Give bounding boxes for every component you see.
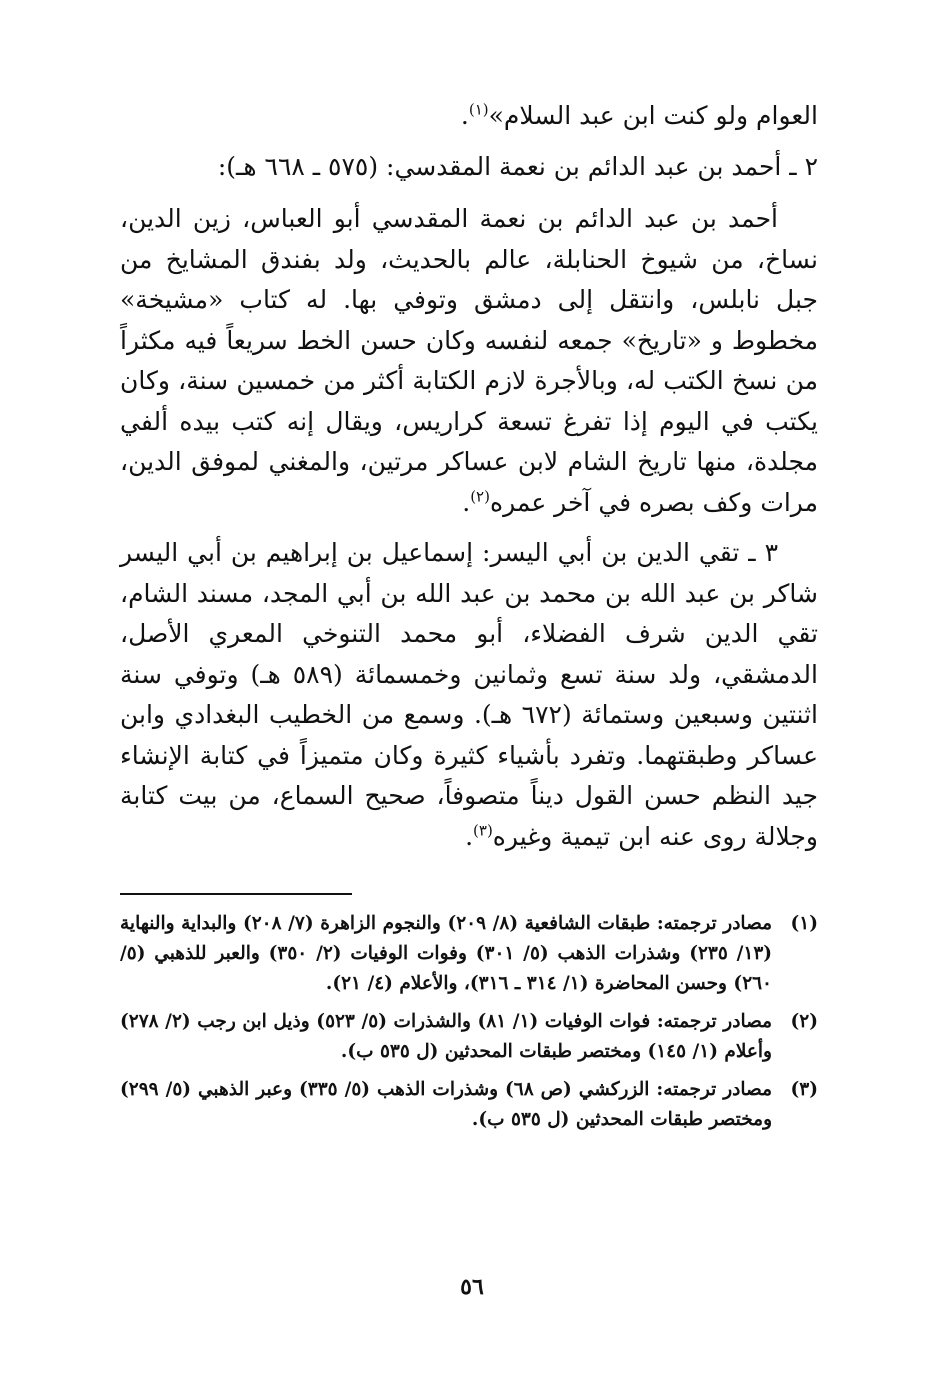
page-number: ٥٦ xyxy=(460,1274,484,1300)
section-heading-2: ٢ ـ أحمد بن عبد الدائم بن نعمة المقدسي: (٥٧٥ ـ ٦٦٨ هـ): xyxy=(217,151,818,181)
footnote-number-1: (١) xyxy=(790,913,818,934)
page-content xyxy=(120,96,818,1143)
footnote-3 xyxy=(120,1075,818,1135)
paragraph-1 xyxy=(120,96,818,137)
paragraph-3-text: ٣ ـ تقي الدين بن أبي اليسر: إسماعيل بن إبراهيم بن أبي اليسر شاكر بن عبد الله بن محمد بن عبد الله بن أبي المجد، مسند الشام، تقي الدين شرف الفضلاء، أبو محمد التنوخي المعري الأصل، الدمشقي، ولد سنة تسع وثمانين وخمسمائة (٥٨٩ هـ) وتوفي سنة اثنتين وسبعين وستمائة (٦٧٢ هـ). وسمع من الخطيب البغدادي وابن عساكر وطبقتهما. وتفرد بأشياء كثيرة وكان متميزاً في كتابة الإنشاء جيد النظم حسن القول ديناً متصوفاً، صحيح السماع، من بيت كتابة وجلالة روى عنه ابن تيمية وغيره xyxy=(120,538,818,851)
paragraph-2-text: أحمد بن عبد الدائم بن نعمة المقدسي أبو العباس، زين الدين، نساخ، من شيوخ الحنابلة، عالم بالحديث، ولد بفندق المشايخ من جبل نابلس، وانتقل إلى دمشق وتوفي بها. له كتاب «مشيخة» مخطوط و «تاريخ» جمعه لنفسه وكان حسن الخط سريعاً فيه مكثراً من نسخ الكتب له، وبالأجرة لازم الكتابة أكثر من خمسين سنة، وكان يكتب في اليوم إذا تفرغ تسعة كراريس، ويقال إنه كتب بيده ألفي مجلدة، منها تاريخ الشام لابن عساكر مرتين، والمغني لموفق الدين، مرات وكف بصره في آخر عمره xyxy=(120,204,818,517)
main-text xyxy=(120,96,818,857)
footnote-separator xyxy=(120,893,352,895)
footnote-number-3: (٣) xyxy=(790,1079,818,1100)
footnote-2 xyxy=(120,1007,818,1067)
paragraph-3 xyxy=(120,533,818,857)
paragraph-2 xyxy=(120,199,818,523)
paragraph-2-end: . xyxy=(462,487,471,517)
paragraph-1-end: . xyxy=(460,101,469,130)
footnote-1 xyxy=(120,909,818,999)
footnote-separator-wrap xyxy=(120,867,818,909)
footnote-ref-1: (١) xyxy=(468,100,489,119)
footnote-text-3: مصادر ترجمته: الزركشي (ص ٦٨) وشذرات الذهب (٥/ ٣٣٥) وعبر الذهبي (٥/ ٢٩٩) ومختصر طبقات المحدثين (ل ٥٣٥ ب). xyxy=(120,1079,772,1130)
footnote-ref-2: (٢) xyxy=(470,487,490,506)
footnotes xyxy=(120,909,818,1135)
paragraph-1-text: العوام ولو كنت ابن عبد السلام» xyxy=(488,101,818,130)
paragraph-3-end: . xyxy=(465,821,474,851)
footnote-text-2: مصادر ترجمته: فوات الوفيات (١/ ٨١) والشذرات (٥/ ٥٢٣) وذيل ابن رجب (٢/ ٢٧٨) وأعلام (١/ ١٤٥) ومختصر طبقات المحدثين (ل ٥٣٥ ب). xyxy=(120,1011,773,1062)
footnote-text-1: مصادر ترجمته: طبقات الشافعية (٨/ ٢٠٩) والنجوم الزاهرة (٧/ ٢٠٨) والبداية والنهاية (١٣/ ٢٣٥) وشذرات الذهب (٥/ ٣٠١) وفوات الوفيات (٢/ ٣٥٠) والعبر للذهبي (٥/ ٢٦٠) وحسن المحاضرة (١/ ٣١٤ ـ ٣١٦)، والأعلام (٤/ ٢١). xyxy=(120,913,773,994)
footnote-number-2: (٢) xyxy=(790,1011,818,1032)
footnote-ref-3: (٣) xyxy=(473,821,493,840)
